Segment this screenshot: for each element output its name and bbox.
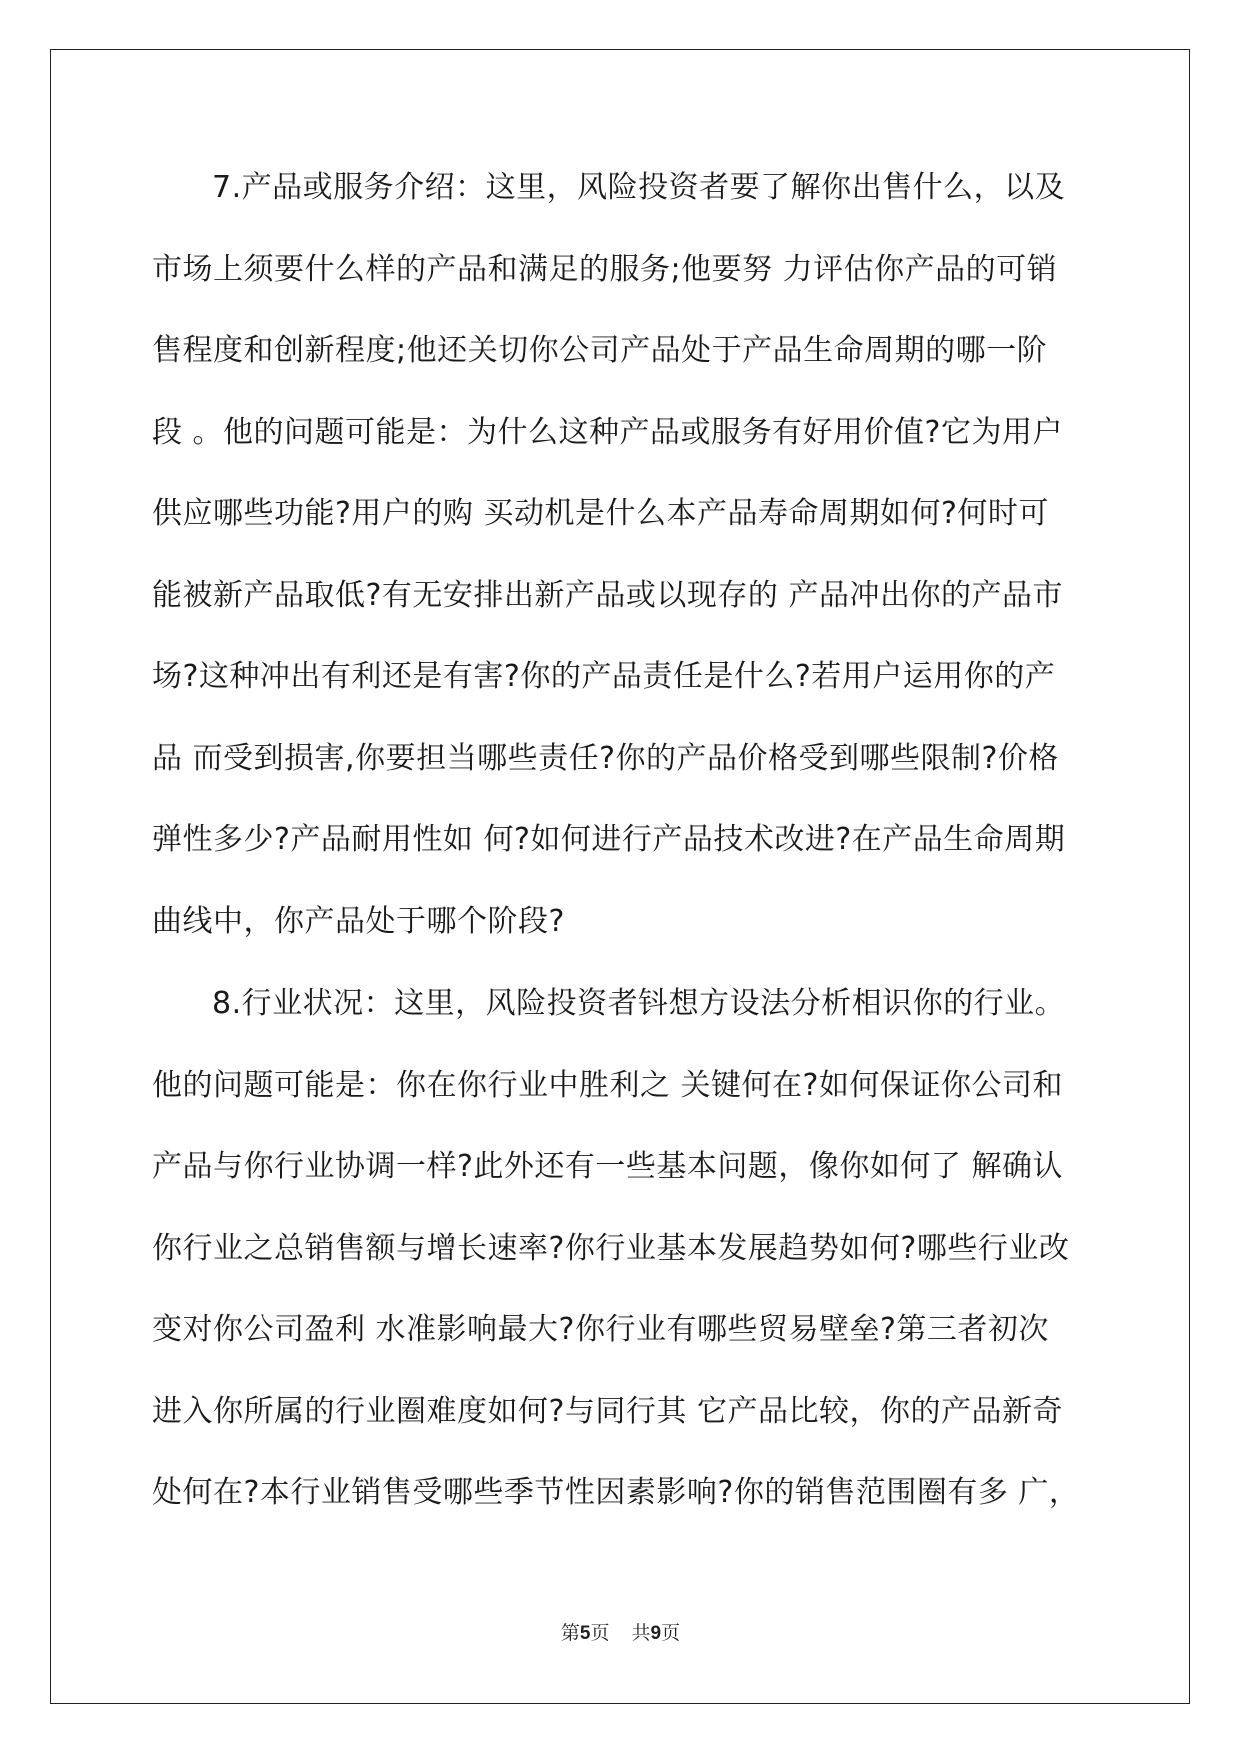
total-suffix: 页 — [661, 1622, 681, 1644]
text-line: 曲线中，你产品处于哪个阶段? — [152, 903, 565, 939]
text-line: 供应哪些功能?用户的购 买动机是什么本产品寿命周期如何?何时可 — [152, 496, 1049, 531]
paragraph-industry-status — [152, 963, 1092, 1534]
text-line: 场?这种冲出有利还是有害?你的产品责任是什么?若用户运用你的产 — [152, 659, 1056, 694]
page-suffix: 页 — [590, 1622, 610, 1644]
text-line: 他的问题可能是：你在你行业中胜利之 关键何在?如何保证你公司和 — [152, 1067, 1063, 1103]
text-line: 能被新产品取低?有无安排出新产品或以现存的 产品冲出你的产品市 — [152, 577, 1063, 613]
page-footer — [0, 1618, 1241, 1645]
paragraph-product-intro — [152, 147, 1092, 962]
text-line: 7.产品或服务介绍：这里，风险投资者要了解你出售什么，以及 — [212, 170, 1066, 205]
text-line: 市场上须要什么样的产品和满足的服务;他要努 力评估你产品的可销 — [152, 251, 1058, 287]
text-line: 处何在?本行业销售受哪些季节性因素影响?你的销售范围圈有多 广， — [152, 1475, 1080, 1510]
text-line: 品 而受到损害,你要担当哪些责任?你的产品价格受到哪些限制?价格 — [152, 740, 1059, 776]
page-current: 5 — [579, 1623, 591, 1644]
text-line: 售程度和创新程度;他还关切你公司产品处于产品生命周期的哪一阶 — [152, 333, 1048, 368]
text-line: 8.行业状况：这里，风险投资者钭想方设法分析相识你的行业。 — [212, 986, 1066, 1021]
text-line: 变对你公司盈利 水准影响最大?你行业有哪些贸易壁垒?第三者初次 — [152, 1312, 1049, 1347]
text-line: 产品与你行业协调一样?此外还有一些基本问题，像你如何了 解确认 — [152, 1149, 1063, 1184]
total-prefix: 共 — [631, 1622, 651, 1644]
text-line: 进入你所属的行业圈难度如何?与同行其 它产品比较，你的产品新奇 — [152, 1393, 1063, 1429]
page-prefix: 第 — [560, 1622, 580, 1644]
text-line: 你行业之总销售额与增长速率?你行业基本发展趋势如何?哪些行业改 — [152, 1230, 1070, 1266]
text-line: 弹性多少?产品耐用性如 何?如何进行产品技术改进?在产品生命周期 — [152, 822, 1066, 857]
text-line: 段 。他的问题可能是：为什么这种产品或服务有好用价值?它为用户 — [152, 414, 1063, 450]
page-total: 9 — [650, 1623, 662, 1644]
